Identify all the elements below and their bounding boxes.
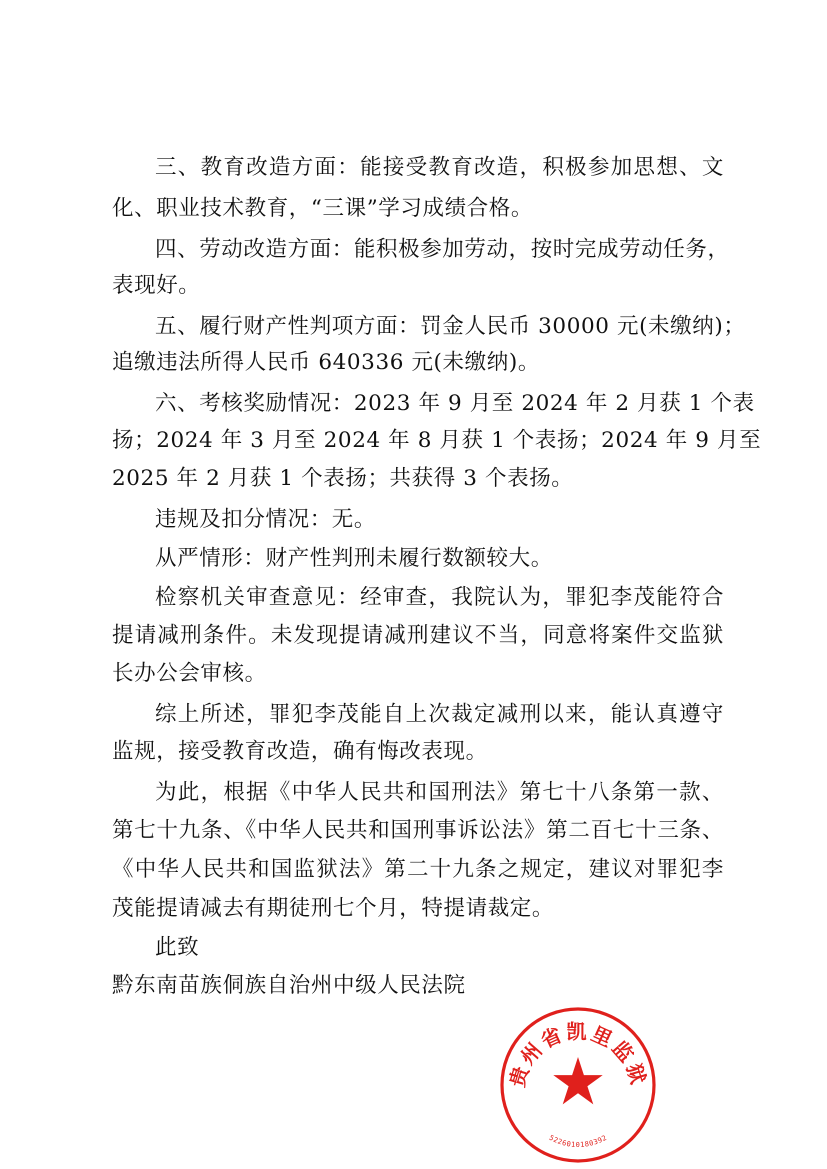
seal-serial-path: 5226010180392 (547, 1133, 609, 1149)
paragraph-line: 表现好。 (112, 273, 201, 298)
recipient: 黔东南苗族侗族自治州中级人民法院 (112, 973, 466, 998)
paragraph-line: 四、劳动改造方面：能积极参加劳动，按时完成劳动任务， (155, 237, 730, 262)
paragraph-line: 第七十九条、《中华人民共和国刑事诉讼法》第二百七十三条、 (112, 818, 724, 843)
paragraph-line: 六、考核奖励情况：2023 年 9 月至 2024 年 2 月获 1 个表 (155, 391, 755, 416)
paragraph-line: 监规，接受教育改造，确有悔改表现。 (112, 739, 488, 764)
paragraph-line: 《中华人民共和国监狱法》第二十九条之规定，建议对罪犯李 (112, 857, 724, 882)
paragraph-line: 三、教育改造方面：能接受教育改造，积极参加思想、文 (155, 155, 724, 180)
paragraph-line: 2025 年 2 月获 1 个表扬；共获得 3 个表扬。 (112, 466, 574, 491)
paragraph-line: 检察机关审查意见：经审查，我院认为，罪犯李茂能符合 (155, 585, 724, 610)
paragraph-line: 为此，根据《中华人民共和国刑法》第七十八条第一款、 (155, 780, 724, 805)
paragraph-line: 综上所述，罪犯李茂能自上次裁定减刑以来，能认真遵守 (155, 702, 724, 727)
paragraph-line: 长办公会审核。 (112, 661, 267, 686)
paragraph-line: 追缴违法所得人民币 640336 元(未缴纳)。 (112, 350, 540, 375)
paragraph-line: 从严情形：财产性判刑未履行数额较大。 (155, 546, 553, 571)
seal-star-icon (553, 1057, 602, 1104)
paragraph-line: 五、履行财产性判项方面：罚金人民币 30000 元(未缴纳)； (155, 314, 746, 339)
paragraph-line: 扬；2024 年 3 月至 2024 年 8 月获 1 个表扬；2024 年 9 月至 (112, 428, 762, 453)
paragraph-line: 茂能提请减去有期徒刑七个月，特提请裁定。 (112, 896, 555, 921)
paragraph-line: 违规及扣分情况：无。 (155, 507, 377, 532)
salutation: 此致 (155, 935, 200, 960)
seal-name-path: 贵州省凯里监狱 (504, 1019, 652, 1090)
seal-serial-text (548, 1134, 609, 1149)
paragraph-line: 提请减刑条件。未发现提请减刑建议不当，同意将案件交监狱 (112, 623, 724, 648)
paragraph-line: 化、职业技术教育，“三课”学习成绩合格。 (112, 196, 533, 221)
official-seal (498, 1005, 658, 1165)
